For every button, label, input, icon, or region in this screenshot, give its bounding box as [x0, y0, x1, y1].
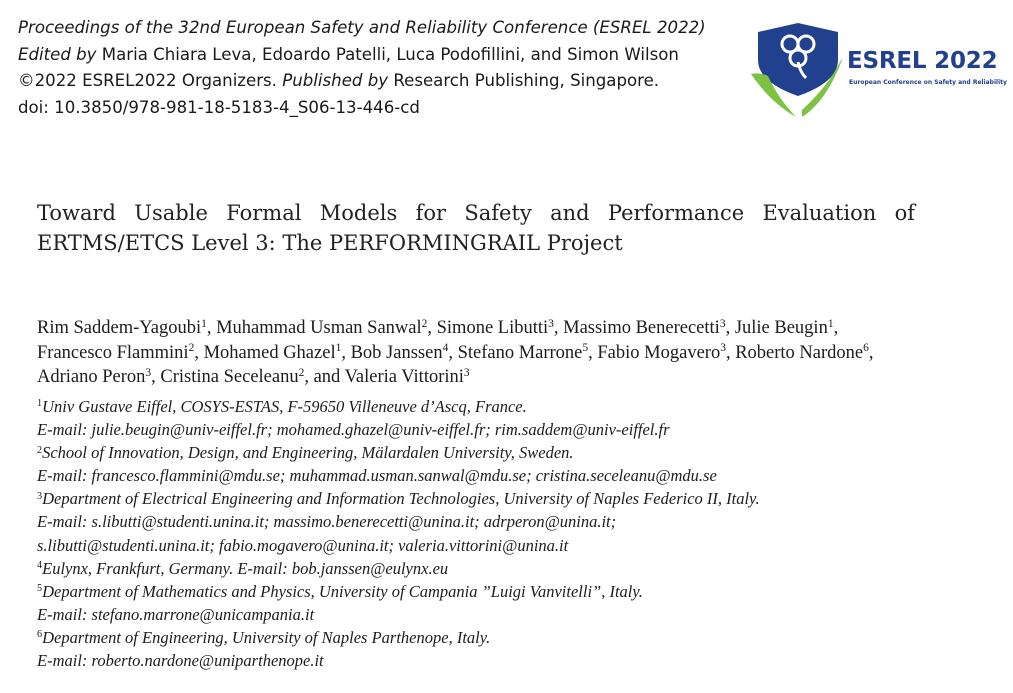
author-affiliation-mark: 2 — [421, 317, 428, 330]
affiliation-line — [37, 534, 997, 557]
affiliation-text: Eulynx, Frankfurt, Germany. E-mail: bob.janssen@eulynx.eu — [42, 558, 449, 578]
affiliation-email: E-mail: stefano.marrone@unicampania.it — [37, 604, 315, 624]
author-separator: , — [341, 342, 351, 363]
author-name: Julie Beugin — [734, 318, 828, 338]
author-affiliation-mark: 3 — [145, 366, 152, 379]
affiliation-number: 5 — [37, 583, 43, 595]
affiliation-text: Univ Gustave Eiffel, COSYS-ESTAS, F-59650 Villeneuve d’Ascq, France. — [42, 397, 527, 416]
affiliation-line — [37, 603, 997, 626]
affiliation-line — [37, 557, 997, 580]
doi-line — [18, 95, 718, 122]
affiliation-text: Department of Electrical Engineering and Information Technologies, University of Naples Federico II, Italy. — [42, 489, 760, 509]
author-separator: , — [833, 318, 839, 338]
author-separator: , — [588, 342, 598, 363]
affiliation-number: 1 — [37, 398, 43, 410]
title-line: ERTMS/ETCS Level 3: The PERFORMINGRAIL Project — [37, 231, 623, 255]
affiliation-line — [37, 464, 997, 487]
affiliation-email: E-mail: roberto.nardone@uniparthenope.it — [37, 651, 324, 671]
author-name: Francesco Flammini — [37, 342, 189, 363]
title-line: Toward Usable Formal Models for Safety and Performance Evaluation of — [37, 201, 915, 225]
author-affiliation-mark: 2 — [298, 366, 305, 379]
affiliation-line — [37, 487, 997, 510]
author-affiliation-mark: 3 — [719, 317, 726, 330]
author-name: Cristina Seceleanu — [160, 367, 299, 387]
author-separator: , — [868, 342, 874, 363]
proceedings-header — [18, 15, 718, 121]
author-separator: , — [553, 318, 564, 338]
author-name: Rim Saddem-Yagoubi — [37, 318, 202, 338]
shield-leaf-icon — [748, 20, 848, 120]
author-affiliation-mark: 4 — [442, 342, 449, 355]
author-affiliation-mark: 6 — [863, 342, 869, 355]
author-list — [37, 316, 917, 390]
affiliation-line — [37, 626, 997, 649]
author-separator: , and — [304, 367, 345, 387]
author-name: Adriano Peron — [37, 367, 146, 387]
logo-title: ESREL 2022 — [847, 48, 998, 74]
proceedings-line — [18, 15, 718, 42]
affiliation-line — [37, 580, 997, 603]
publisher-name: Research Publishing, Singapore. — [388, 71, 660, 90]
affiliation-line — [37, 418, 997, 441]
affiliation-email: E-mail: julie.beugin@univ-eiffel.fr; mohamed.ghazel@univ-eiffel.fr; rim.saddem@univ-eiffel.fr — [37, 420, 670, 440]
author-affiliation-mark: 1 — [827, 317, 834, 330]
doi-text: doi: 10.3850/978-981-18-5183-4_S06-13-446-cd — [18, 97, 420, 117]
affiliation-text: School of Innovation, Design, and Engineering, Mälardalen University, Sweden. — [42, 443, 574, 463]
proceedings-title: Proceedings of the 32nd European Safety and Reliability Conference (ESREL 2022) — [18, 18, 706, 37]
editors-names: Maria Chiara Leva, Edoardo Patelli, Luca Podofillini, and Simon Wilson — [96, 44, 679, 64]
affiliation-line — [37, 395, 997, 418]
logo-subtitle: European Conference on Safety and Reliability — [849, 79, 1007, 86]
editors-line — [18, 42, 718, 69]
author-affiliation-mark: 3 — [720, 342, 726, 355]
affiliation-list — [37, 395, 997, 672]
author-affiliation-mark: 5 — [582, 342, 589, 355]
affiliation-number: 2 — [37, 444, 43, 456]
author-separator: , — [725, 318, 735, 338]
author-affiliation-mark: 1 — [201, 317, 207, 330]
author-name: Bob Janssen — [350, 342, 443, 363]
affiliation-number: 3 — [37, 490, 43, 502]
edited-by-label: Edited by — [18, 44, 97, 64]
affiliation-line — [37, 441, 997, 464]
affiliation-email: E-mail: francesco.flammini@mdu.se; muhammad.usman.sanwal@mdu.se; cristina.seceleanu@mdu.se — [37, 466, 717, 486]
author-affiliation-mark: 3 — [548, 317, 554, 330]
copyright-line — [18, 68, 718, 95]
author-name: Muhammad Usman Sanwal — [216, 318, 422, 338]
author-name: Roberto Nardone — [735, 342, 864, 363]
author-name: Fabio Mogavero — [597, 342, 721, 363]
author-separator: , — [448, 342, 458, 363]
esrel-logo — [748, 20, 1007, 120]
affiliation-text: Department of Mathematics and Physics, University of Campania ”Luigi Vanvitelli”, Italy. — [42, 581, 643, 601]
author-name: Simone Libutti — [436, 318, 549, 338]
copyright-text: ©2022 ESREL2022 Organizers. — [18, 71, 283, 90]
affiliation-number: 6 — [37, 629, 43, 641]
author-name: Valeria Vittorini — [344, 367, 464, 387]
affiliation-email: s.libutti@studenti.unina.it; fabio.mogavero@unina.it; valeria.vittorini@unina.it — [37, 535, 569, 555]
published-by-label: Published by — [282, 71, 389, 90]
author-affiliation-mark: 3 — [463, 366, 470, 379]
author-affiliation-mark: 2 — [188, 342, 195, 355]
author-affiliation-mark: 1 — [335, 342, 342, 355]
affiliation-line — [37, 649, 997, 672]
affiliation-number: 4 — [37, 560, 43, 572]
affiliation-email: E-mail: s.libutti@studenti.unina.it; massimo.benerecetti@unina.it; adrperon@unina.it; — [37, 512, 617, 532]
author-separator: , — [194, 342, 204, 363]
affiliation-line — [37, 510, 997, 533]
author-separator: , — [427, 318, 437, 338]
author-name: Massimo Benerecetti — [563, 318, 720, 338]
author-name: Stefano Marrone — [457, 342, 583, 363]
author-separator: , — [151, 367, 161, 387]
author-separator: , — [725, 342, 736, 363]
affiliation-text: Department of Engineering, University of Naples Parthenope, Italy. — [42, 627, 491, 647]
paper-title — [37, 198, 915, 258]
author-separator: , — [206, 318, 217, 338]
author-name: Mohamed Ghazel — [203, 342, 336, 363]
